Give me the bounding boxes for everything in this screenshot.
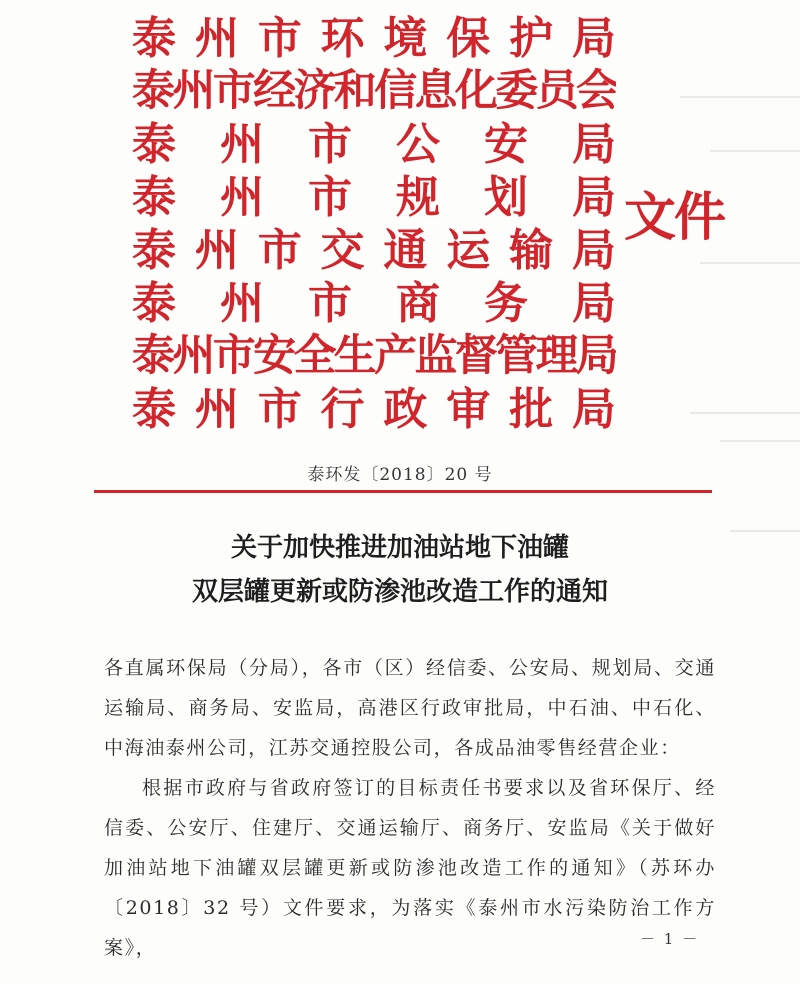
issuer-line [132,171,616,224]
issuer-character: 州 [220,119,264,170]
title-line-2: 双层罐更新或防渗池改造工作的通知 [191,577,608,607]
issuer-character: 划 [484,172,528,223]
issuer-line [132,383,616,436]
issuer-character: 局 [571,13,616,64]
issuer-character: 市 [212,331,253,381]
bleed-through-mark [720,440,800,442]
bleed-through-mark [700,262,800,264]
issuer-character: 通 [383,225,428,276]
issuer-character: 经 [253,66,294,116]
issuer-character: 泰 [132,172,176,223]
issuer-character: 局 [572,278,616,329]
issuer-character: 市 [257,225,302,276]
issuer-character: 州 [220,278,264,329]
issuer-character: 务 [484,278,528,329]
issuer-character: 化 [454,66,495,116]
issuer-character: 审 [446,384,491,435]
issuer-character: 济 [293,66,334,116]
bleed-through-mark [680,96,800,98]
addressees: 各直属环保局（分局），各市（区）经信委、公安局、规划局、交通运输局、商务局、安监局，高港区行政审批局，中石油、中石化、中海油泰州公司，江苏交通控股公司，各成品油零售经营企业： [104,657,716,759]
issuer-character: 市 [257,384,302,435]
bleed-through-mark [690,412,800,414]
issuer-character: 信 [374,66,415,116]
issuer-character: 局 [571,225,616,276]
issuer-line [132,277,616,330]
issuer-character: 交 [320,225,365,276]
issuer-character: 管 [495,331,536,381]
issuer-character: 泰 [132,278,176,329]
issuer-character: 境 [383,13,428,64]
issuer-character: 委 [495,66,536,116]
issuer-character: 局 [572,172,616,223]
issuer-character: 泰 [132,119,176,170]
document-body [104,648,716,968]
issuer-character: 局 [575,331,616,381]
document-number: 泰环发〔2018〕20 号 [307,465,493,485]
issuer-character: 员 [535,66,576,116]
issuer-line [132,330,616,383]
issuer-character: 泰 [132,225,176,276]
bleed-through-mark [710,150,800,152]
issuer-character: 运 [446,225,491,276]
issuer-character: 泰 [132,66,172,116]
issuer-character: 泰 [132,13,176,64]
issuer-line [132,12,616,65]
document-type-label: 文件 [624,187,725,248]
issuer-character: 规 [396,172,440,223]
issuer-character: 商 [396,278,440,329]
issuer-character: 州 [194,225,239,276]
issuer-character: 产 [374,331,415,381]
issuer-character: 州 [220,172,264,223]
issuer-character: 安 [484,119,528,170]
issuer-character: 局 [571,384,616,435]
issuer-character: 泰 [132,331,172,381]
issuer-character: 州 [172,331,213,381]
issuer-character: 市 [212,66,253,116]
issuer-character: 安 [253,331,294,381]
title-line-1: 关于加快推进加油站地下油罐 [230,533,569,563]
body-paragraph-1: 根据市政府与省政府签订的目标责任书要求以及省环保厅、经信委、公安厅、住建厅、交通运输厅、商务厅、安监局《关于做好加油站地下油罐双层罐更新或防渗池改造工作的通知》（苏环办〔2018〕32 号）文件要求，为落实《泰州市水污染防治工作方案》， [104,777,716,959]
issuer-character: 局 [572,119,616,170]
issuer-character: 和 [333,66,374,116]
issuer-character: 全 [293,331,334,381]
issuer-character: 州 [172,66,213,116]
issuer-character: 保 [446,13,491,64]
issuer-character: 息 [414,66,455,116]
issuer-character: 护 [509,13,554,64]
issuer-character: 行 [320,384,365,435]
issuer-character: 环 [320,13,365,64]
issuer-character: 批 [509,384,554,435]
issuer-character: 市 [308,119,352,170]
issuer-character: 生 [333,331,374,381]
document-title [0,526,800,614]
issuer-character: 输 [509,225,554,276]
issuer-character: 州 [194,384,239,435]
red-header-rule [94,490,712,493]
page-number: － 1 － [640,930,700,948]
issuing-authorities [132,12,616,436]
issuer-character: 会 [575,66,616,116]
issuer-line [132,224,616,277]
issuer-line [132,118,616,171]
issuer-character: 市 [308,172,352,223]
issuer-line [132,65,616,118]
issuer-character: 泰 [132,384,176,435]
issuer-character: 督 [454,331,495,381]
issuer-character: 市 [308,278,352,329]
issuer-character: 理 [535,331,576,381]
issuer-character: 监 [414,331,455,381]
issuer-character: 市 [257,13,302,64]
issuer-character: 公 [396,119,440,170]
issuer-character: 州 [194,13,239,64]
issuer-character: 政 [383,384,428,435]
